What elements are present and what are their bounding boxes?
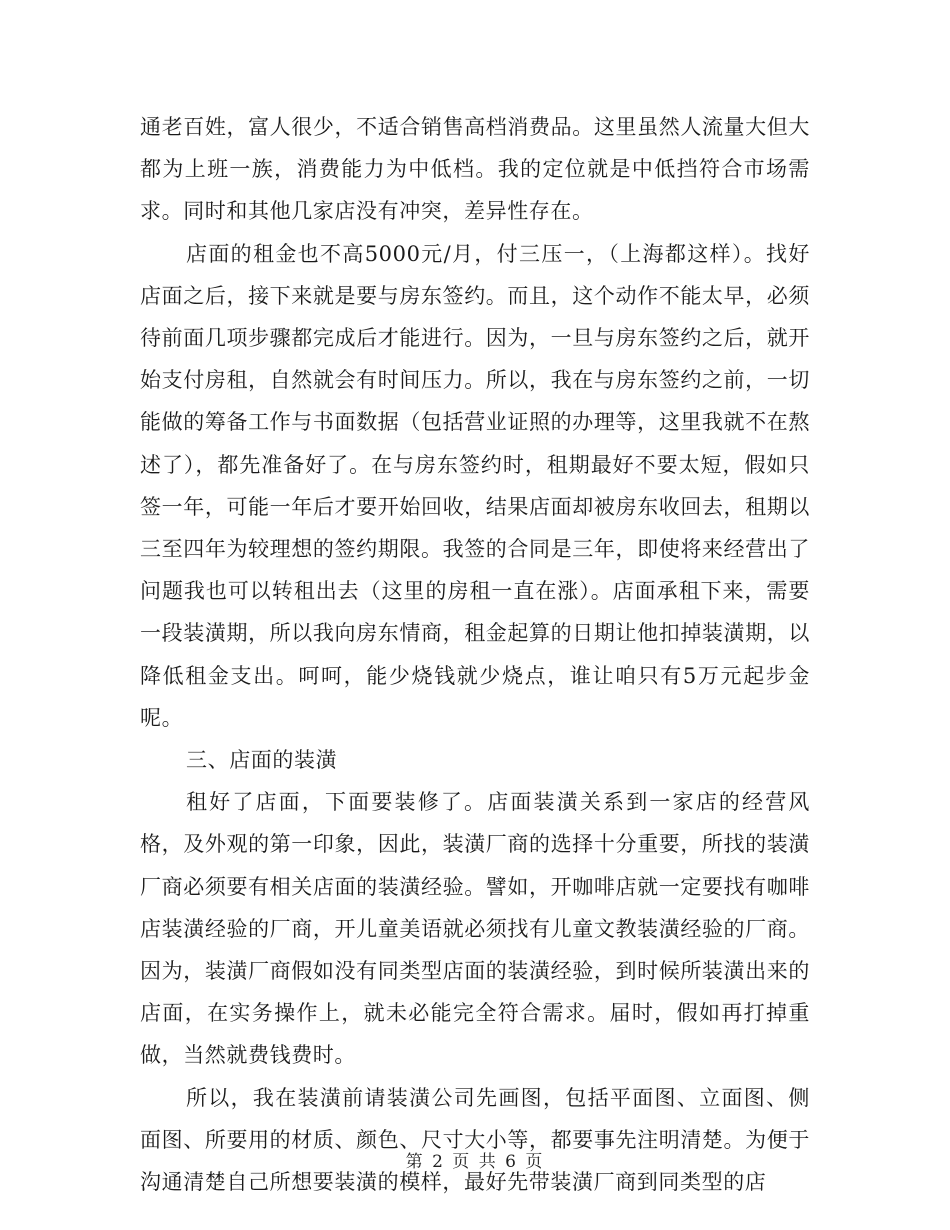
section-heading: 三、店面的装潢 <box>186 748 338 773</box>
page-number-footer: 第 2 页 共 6 页 <box>405 1152 545 1172</box>
document-body <box>140 106 810 1203</box>
paragraph-1: 通老百姓，富人很少，不适合销售高档消费品。这里虽然人流量大但大都为上班一族，消费能力为中低档。我的定位就是中低挡符合市场需求。同时和其他几家店没有冲突，差异性存在。 <box>140 115 810 224</box>
paragraph-2: 店面的租金也不高5000元/月，付三压一，（上海都这样）。找好店面之后，接下来就是要与房东签约。而且，这个动作不能太早，必须待前面几项步骤都完成后才能进行。因为，一旦与房东签约之后，就开始支付房租，自然就会有时间压力。所以，我在与房东签约之前，一切能做的筹备工作与书面数据（包括营业证照的办理等，这里我就不在熬述了），都先准备好了。在与房东签约时，租期最好不要太短，假如只签一年，可能一年后才要开始回收，结果店面却被房东收回去，租期以三至四年为较理想的签约期限。我签的合同是三年，即使将来经营出了问题我也可以转租出去（这里的房租一直在涨）。店面承租下来，需要一段装潢期，所以我向房东情商，租金起算的日期让他扣掉装潢期，以降低租金支出。呵呵，能少烧钱就少烧点，谁让咱只有5万元起步金呢。 <box>140 241 810 730</box>
paragraph-4: 所以，我在装潢前请装潢公司先画图，包括平面图、立面图、侧面图、所要用的材质、颜色、尺寸大小等，都要事先注明清楚。为便于沟通清楚自己所想要装潢的模样，最好先带装潢厂商到同类型的店 <box>140 1085 810 1195</box>
paragraph-3: 租好了店面，下面要装修了。店面装潢关系到一家店的经营风格，及外观的第一印象，因此，装潢厂商的选择十分重要，所找的装潢厂商必须要有相关店面的装潢经验。譬如，开咖啡店就一定要找有咖啡店装潢经验的厂商，开儿童美语就必须找有儿童文教装潢经验的厂商。因为，装潢厂商假如没有同类型店面的装潢经验，到时候所装潢出来的店面，在实务操作上，就未必能完全符合需求。届时，假如再打掉重做，当然就费钱费时。 <box>140 790 810 1068</box>
